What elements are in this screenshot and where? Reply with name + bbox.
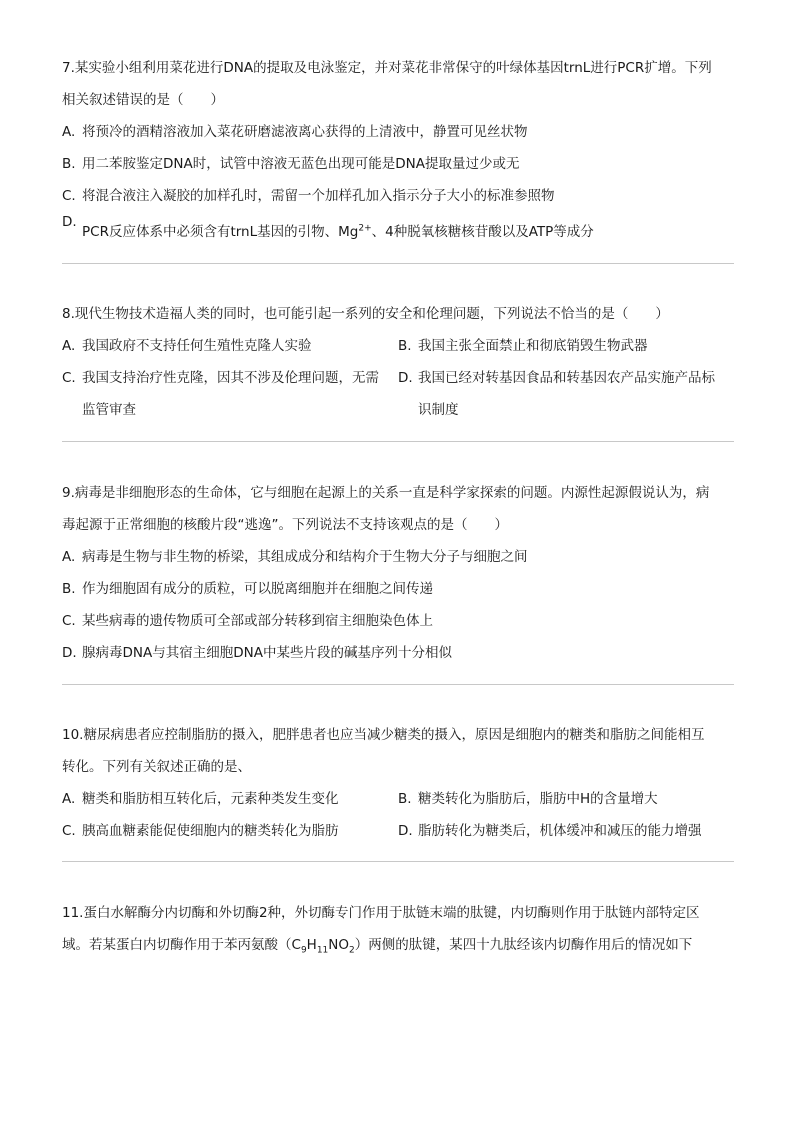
section-divider <box>62 684 734 685</box>
option-text <box>62 224 594 240</box>
question-7-option-c[interactable] <box>62 180 734 212</box>
question-10-stem-line1: 10.糖尿病患者应控制脂肪的摄入，肥胖患者也应当减少糖类的摄入，原因是细胞内的糖类和脂肪之间能相互 <box>62 727 705 743</box>
option-text: 我国主张全面禁止和彻底销毁生物武器 <box>418 338 648 354</box>
question-11-stem-line2 <box>62 929 734 967</box>
option-text: 腺病毒DNA与其宿主细胞DNA中某些片段的碱基序列十分相似 <box>82 645 452 661</box>
question-7 <box>62 52 734 248</box>
option-text: 用二苯胺鉴定DNA时，试管中溶液无蓝色出现可能是DNA提取量过少或无 <box>82 156 520 172</box>
option-text: 将预冷的酒精溶液加入菜花研磨滤液离心获得的上清液中，静置可见丝状物 <box>82 124 528 140</box>
question-10-options-row1 <box>62 783 734 815</box>
option-letter: D. <box>62 214 77 230</box>
subscript: 2 <box>349 945 355 956</box>
question-8-option-d[interactable] <box>398 362 715 394</box>
section-divider <box>62 441 734 442</box>
option-letter: B. <box>398 791 412 807</box>
question-9 <box>62 477 734 669</box>
question-8-options-row2 <box>62 362 734 394</box>
question-9-option-a[interactable] <box>62 541 734 573</box>
stem-text-part: ）两侧的肽键，某四十九肽经该内切酶作用后的情况如下 <box>354 937 693 953</box>
question-8 <box>62 298 734 426</box>
question-9-option-c[interactable] <box>62 605 734 637</box>
subscript: 11 <box>316 945 329 956</box>
option-letter: C. <box>62 188 76 204</box>
question-11 <box>62 897 734 967</box>
option-letter: B. <box>62 581 76 597</box>
question-10-option-b[interactable] <box>398 783 658 815</box>
stem-text-part: H <box>306 937 317 953</box>
option-c-continuation: 监管审查 <box>82 402 136 418</box>
option-letter: C. <box>62 823 76 839</box>
option-letter: C. <box>62 613 76 629</box>
question-7-option-d[interactable] <box>62 212 734 248</box>
option-letter: D. <box>398 823 413 839</box>
question-10-option-d[interactable] <box>398 815 702 847</box>
option-letter: B. <box>398 338 412 354</box>
question-8-option-b[interactable] <box>398 330 648 362</box>
question-9-option-d[interactable] <box>62 637 734 669</box>
question-8-options-row3 <box>62 394 734 426</box>
option-letter: B. <box>62 156 76 172</box>
question-9-stem-line1: 9.病毒是非细胞形态的生命体，它与细胞在起源上的关系一直是科学家探索的问题。内源性起源假说认为，病 <box>62 485 710 501</box>
option-letter: A. <box>62 338 76 354</box>
option-text: 将混合液注入凝胶的加样孔时，需留一个加样孔加入指示分子大小的标准参照物 <box>82 188 555 204</box>
option-text: 我国支持治疗性克隆，因其不涉及伦理问题，无需 <box>82 370 379 386</box>
option-letter: A. <box>62 549 76 565</box>
option-letter: D. <box>398 370 413 386</box>
question-10-options-row2 <box>62 815 734 847</box>
question-11-stem-line1: 11.蛋白水解酶分内切酶和外切酶2种，外切酶专门作用于肽链末端的肽键，内切酶则作用于肽链内部特定区 <box>62 905 700 921</box>
option-text: 我国政府不支持任何生殖性克隆人实验 <box>82 338 312 354</box>
option-text-part: PCR反应体系中必须含有trnL基因的引物、Mg <box>82 223 359 240</box>
option-text: 糖类转化为脂肪后，脂肪中H的含量增大 <box>418 791 658 807</box>
question-10 <box>62 719 734 847</box>
section-divider <box>62 263 734 264</box>
option-letter: A. <box>62 124 76 140</box>
question-8-option-a[interactable] <box>62 330 312 362</box>
option-text: 某些病毒的遗传物质可全部或部分转移到宿主细胞染色体上 <box>82 613 433 629</box>
option-text: 作为细胞固有成分的质粒，可以脱离细胞并在细胞之间传递 <box>82 581 433 597</box>
question-7-option-b[interactable] <box>62 148 734 180</box>
question-7-stem-line1: 7.某实验小组利用菜花进行DNA的提取及电泳鉴定，并对菜花非常保守的叶绿体基因trnL进行PCR扩增。下列 <box>62 60 712 76</box>
subscript: 9 <box>300 945 307 956</box>
question-9-stem-line2: 毒起源于正常细胞的核酸片段“逃逸”。下列说法不支持该观点的是（ ） <box>62 517 508 533</box>
section-divider <box>62 861 734 862</box>
question-8-options-row1 <box>62 330 734 362</box>
option-text: 胰高血糖素能促使细胞内的糖类转化为脂肪 <box>82 823 339 839</box>
option-letter: C. <box>62 370 76 386</box>
question-8-stem-line1: 8.现代生物技术造福人类的同时，也可能引起一系列的安全和伦理问题，下列说法不恰当的是（ ） <box>62 306 669 322</box>
option-text: 病毒是生物与非生物的桥梁，其组成成分和结构介于生物大分子与细胞之间 <box>82 549 528 565</box>
option-text-part: 、4种脱氧核糖核苷酸以及ATP等成分 <box>371 223 594 240</box>
stem-text-part: NO <box>328 937 350 953</box>
question-10-option-a[interactable] <box>62 783 339 815</box>
question-10-option-c[interactable] <box>62 815 339 847</box>
option-letter: A. <box>62 791 76 807</box>
superscript-charge: 2+ <box>358 223 372 233</box>
option-text: 我国已经对转基因食品和转基因农产品实施产品标 <box>418 370 715 386</box>
question-7-option-a[interactable] <box>62 116 734 148</box>
option-letter: D. <box>62 645 77 661</box>
option-text: 脂肪转化为糖类后，机体缓冲和减压的能力增强 <box>418 823 702 839</box>
question-9-option-b[interactable] <box>62 573 734 605</box>
question-7-stem-line2: 相关叙述错误的是（ ） <box>62 92 224 108</box>
question-10-stem-line2: 转化。下列有关叙述正确的是、 <box>62 759 251 775</box>
option-d-continuation: 识制度 <box>418 402 459 418</box>
question-8-option-c[interactable] <box>62 362 379 394</box>
option-text: 糖类和脂肪相互转化后，元素种类发生变化 <box>82 791 339 807</box>
stem-text-part: 域。若某蛋白内切酶作用于苯丙氨酸（C <box>62 937 301 953</box>
